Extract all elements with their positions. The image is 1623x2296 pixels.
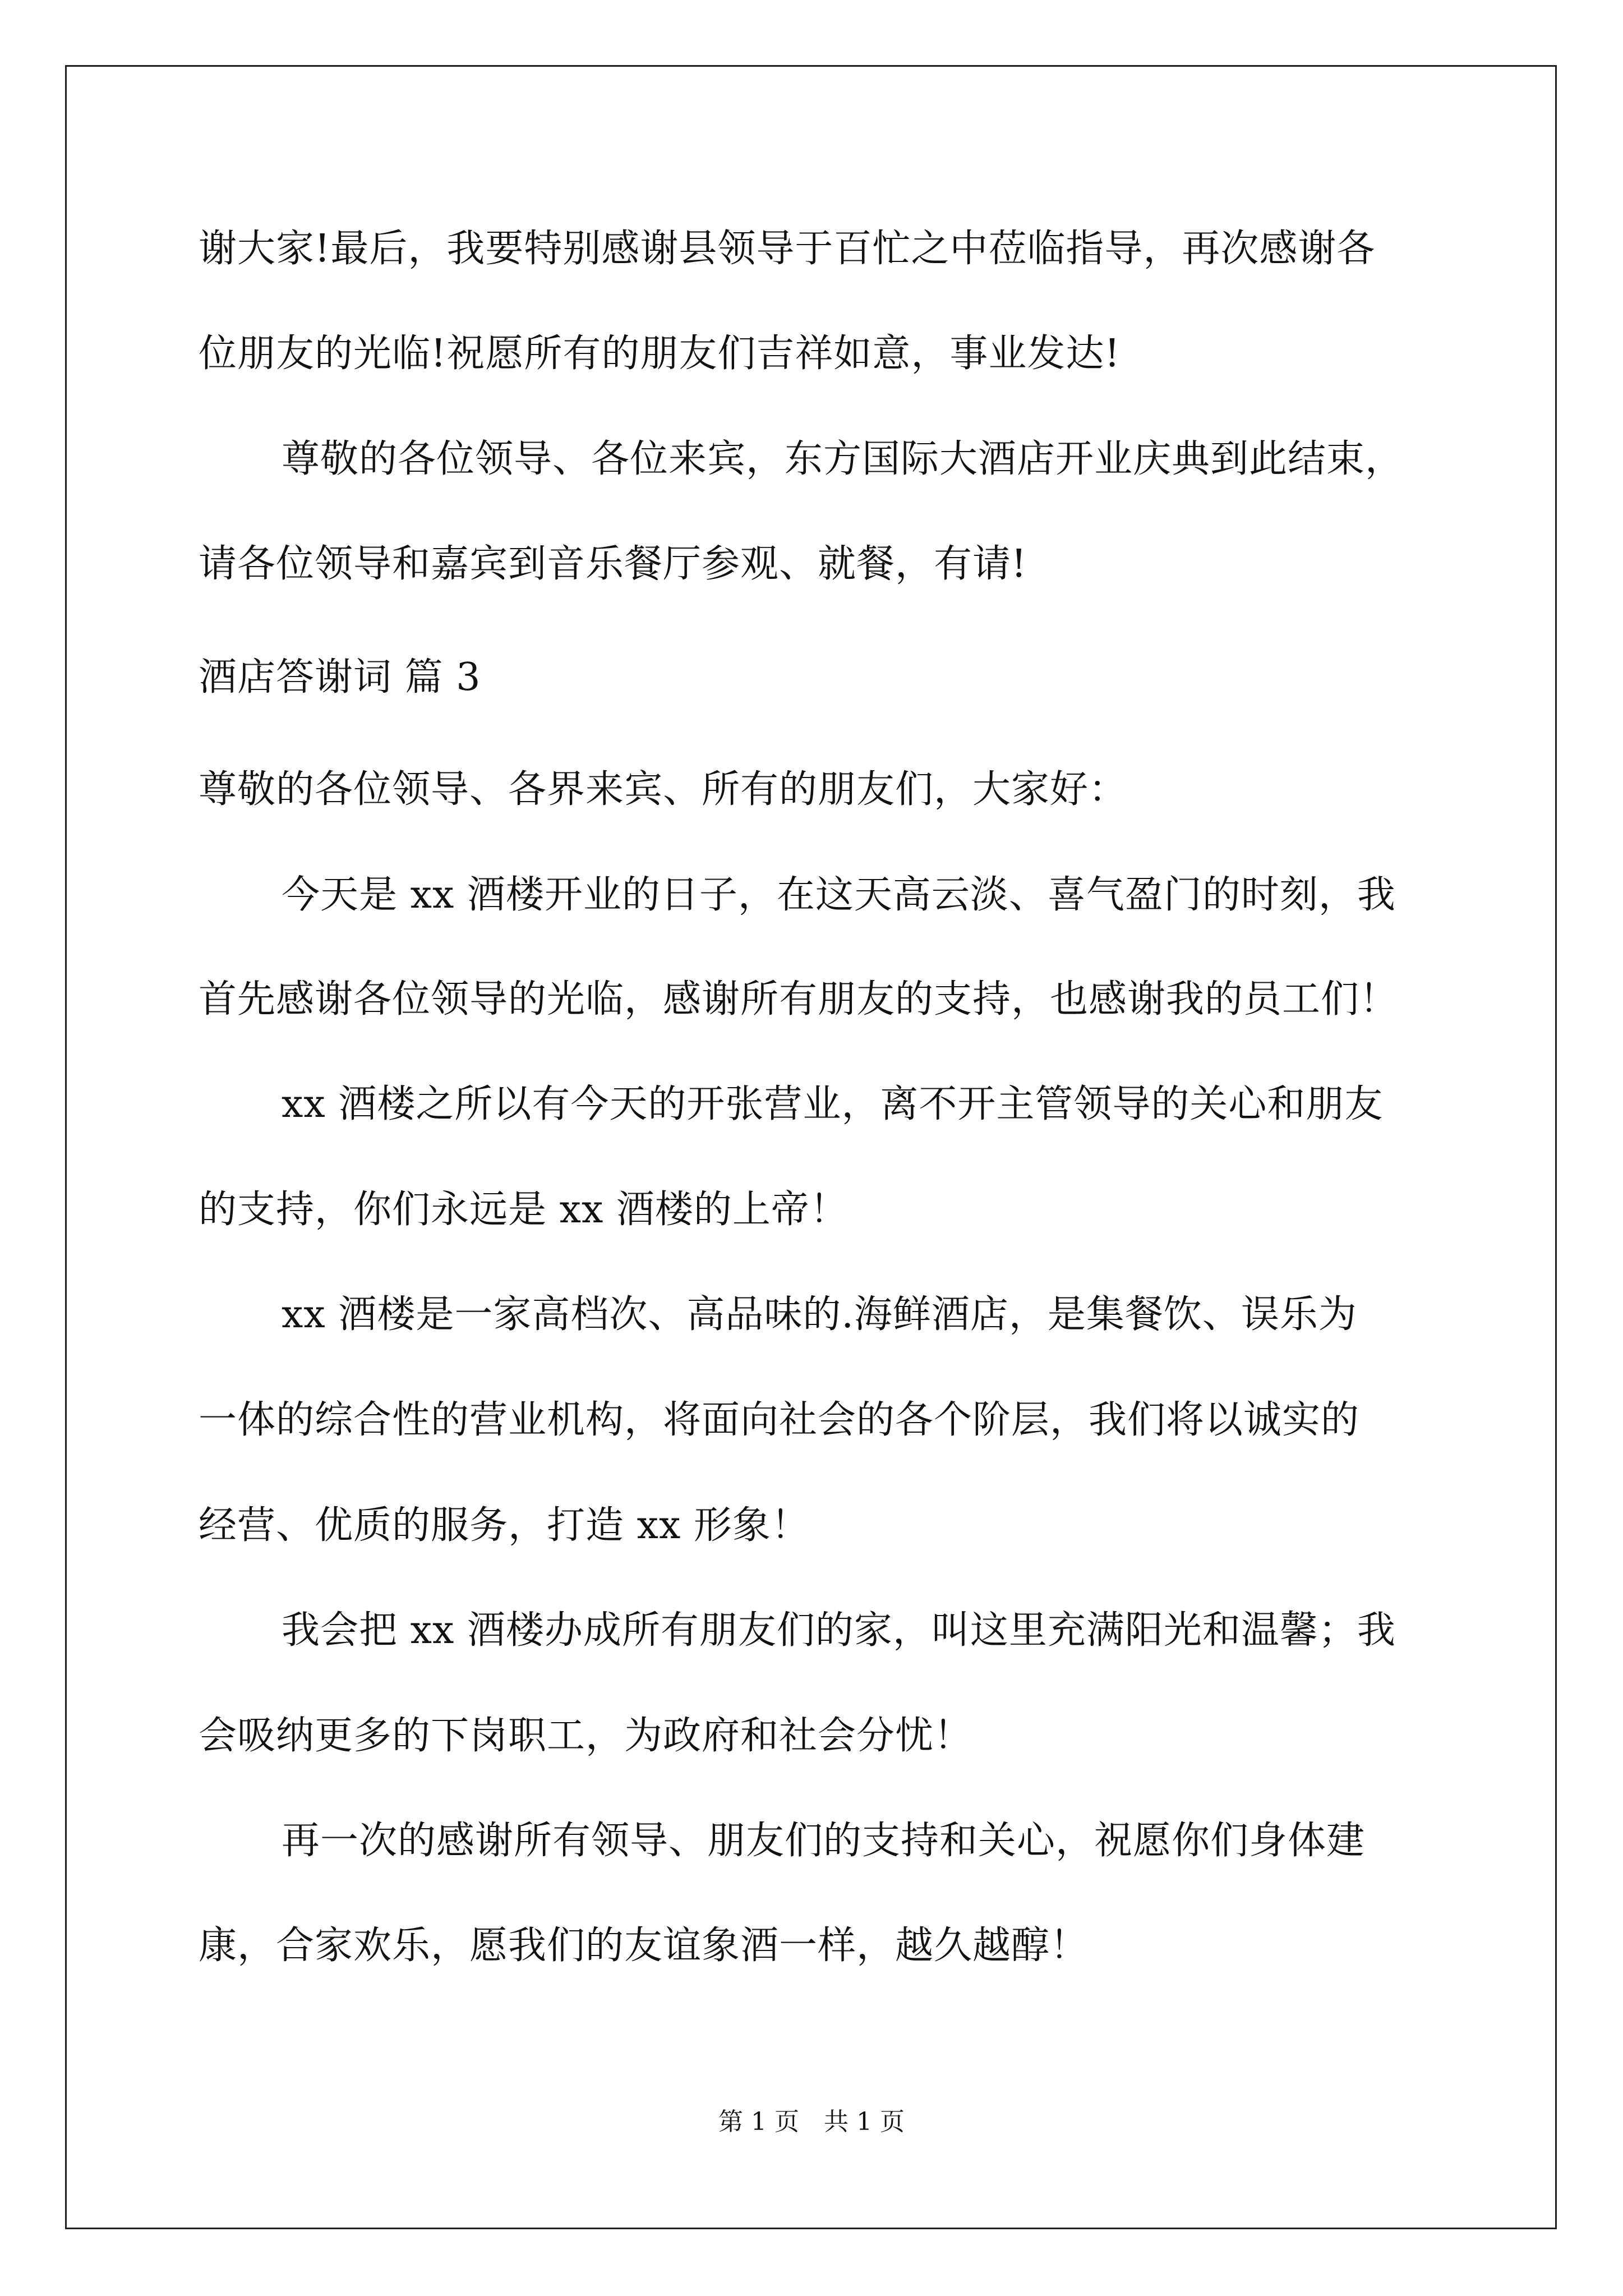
paragraph-line: 的支持，你们永远是 xx 酒楼的上帝！ (199, 1188, 849, 1232)
page-footer: 第 1 页 共 1 页 (718, 2108, 905, 2136)
paragraph-line: 请各位领导和嘉宾到音乐餐厅参观、就餐，有请! (199, 542, 1027, 586)
paragraph-line: 康，合家欢乐，愿我们的友谊象酒一样，越久越醇！ (199, 1924, 1089, 1968)
paragraph-line: 我会把 xx 酒楼办成所有朋友们的家，叫这里充满阳光和温馨；我 (282, 1608, 1396, 1653)
paragraph-line: 再一次的感谢所有领导、朋友们的支持和关心，祝愿你们身体建 (282, 1819, 1366, 1863)
page-border (65, 65, 1557, 2229)
paragraph-line: 位朋友的光临!祝愿所有的朋友们吉祥如意，事业发达! (199, 332, 1121, 376)
paragraph-line: 经营、优质的服务，打造 xx 形象！ (199, 1503, 810, 1548)
section-heading: 酒店答谢词 篇 3 (199, 655, 481, 700)
salutation-line: 尊敬的各位领导、各界来宾、所有的朋友们，大家好： (199, 767, 1128, 812)
paragraph-line: 谢大家!最后，我要特别感谢县领导于百忙之中莅临指导，再次感谢各 (199, 227, 1376, 271)
paragraph-line: 会吸纳更多的下岗职工，为政府和社会分忧！ (199, 1714, 973, 1758)
paragraph-line: xx 酒楼之所以有今天的开张营业，离不开主管领导的关心和朋友 (282, 1082, 1384, 1126)
paragraph-line: 尊敬的各位领导、各位来宾，东方国际大酒店开业庆典到此结束， (282, 437, 1404, 481)
paragraph-line: 一体的综合性的营业机构，将面向社会的各个阶层，我们将以诚实的 (199, 1398, 1360, 1442)
paragraph-line: 首先感谢各位领导的光临，感谢所有朋友的支持，也感谢我的员工们！ (199, 977, 1399, 1022)
paragraph-line: xx 酒楼是一家高档次、高品味的.海鲜酒店，是集餐饮、误乐为 (282, 1292, 1357, 1337)
paragraph-line: 今天是 xx 酒楼开业的日子，在这天高云淡、喜气盈门的时刻，我 (282, 873, 1396, 917)
